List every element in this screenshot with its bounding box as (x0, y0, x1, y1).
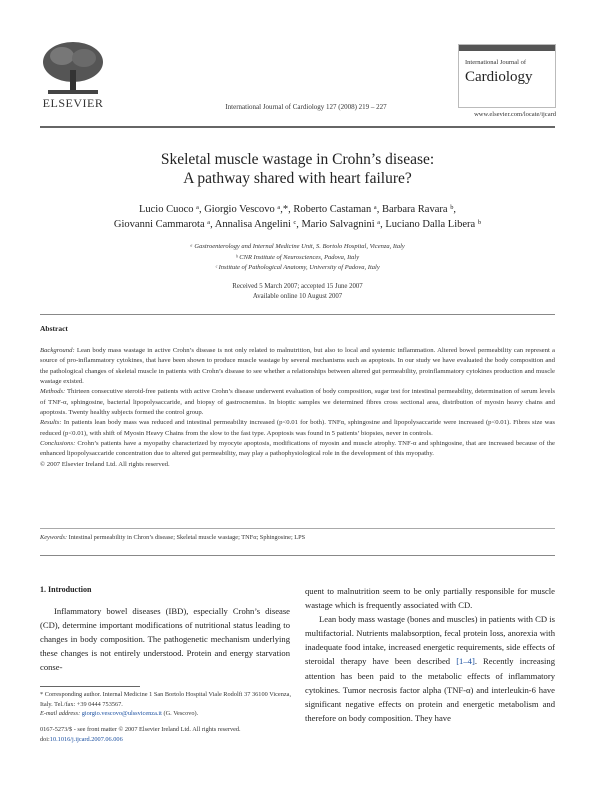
article-title (60, 150, 535, 188)
email-after: (G. Vescovo). (161, 710, 199, 717)
abstract-copyright: © 2007 Elsevier Ireland Ltd. All rights reserved. (40, 460, 170, 468)
doi-link[interactable]: 10.1016/j.ijcard.2007.06.006 (49, 735, 123, 743)
abstract-methods (40, 387, 555, 418)
footnote-rule (40, 686, 140, 687)
abstract-results (40, 418, 555, 439)
keywords-label: Keywords: (40, 534, 68, 541)
background-text: Lean body mass wastage in active Crohn’s disease is not only related to malnutrition, but also to local and systemic inflammation. Altered bowel permeability can represent a source of pro-inflammatory cytokines, that have been shown to produce muscle wastage by several mechanisms such as apoptosis. In our study we have evaluated the body composition and the pathological changes of skeletal muscle in patients with Crohn’s disease to see whether a relationships between altered gut permeability, proinflammatory cytokines production and muscle wastage existed. (40, 347, 555, 386)
page-footer (40, 725, 300, 744)
abstract-top-rule (40, 314, 555, 315)
conclusions-text: Crohn’s patients have a myopathy characterized by myocyte apoptosis, modifications of myosin and muscle atrophy. TNF-α and sphingosine, that are increased because of the enhanced lipopolysaccaride concentration due to altered gut permeability, may play a pathophysiological role in the development of this myopathy. (40, 440, 555, 458)
author-list (60, 202, 535, 232)
intro-paragraph-2 (305, 612, 555, 725)
conclusions-label: Conclusions: (40, 440, 76, 448)
front-matter-line: 0167-5273/$ - see front matter © 2007 Elsevier Ireland Ltd. All rights reserved. (40, 726, 241, 733)
keywords (40, 534, 555, 541)
footnote (40, 690, 295, 719)
doi-label: doi: (40, 735, 50, 743)
title-line-2: A pathway shared with heart failure? (183, 170, 412, 187)
keywords-top-rule (40, 528, 555, 529)
background-label: Background: (40, 347, 75, 354)
footnote-email-line (40, 709, 295, 719)
abstract-conclusions (40, 439, 555, 460)
reference-link[interactable]: [1–4] (456, 656, 475, 667)
methods-text: Thirteen consecutive steroid-free patients with active Crohn’s disease underwent evaluation of body composition, sugar test for intestinal permeability, determination of serum levels of TNF-α, sphingosine, bacterial lipopolysaccaride, and biopsy of gastrocnemius. In bioptic samples we determined fibres cross sectional area, distribution of myosin heavy chains and apoptosis. Twenty healthy subjects formed the control group. (40, 388, 555, 417)
para2-text-a: Lean body mass wastage (bones and muscles) in patients with CD is multifactorial. Nutrients malabsorption, fecal protein loss, anorexia with inadequate food intake, increased energetic requirements, side effects of steroidal therapy have been described (305, 614, 555, 667)
para2-text-b: . Recently increasing attention has been paid to the metabolic effects of inflammatory cytokines. Tumor necrosis factor alpha (TNF-α) and interleukin-6 have significant negative effects on protein and energetic metabolism and therefore on body composition. They have (305, 656, 555, 723)
results-text: In patients lean body mass was reduced and intestinal permeability increased (p<0.01 for both). TNFα, sphingosine and lipopolysaccaride were increased (p<0.01). Fibres size was reduced (p<0.01), with shift of Myosin Heavy Chains from the slow to the fast type. Apoptosis was found in 5 patients’ biopsies, never in controls. (40, 419, 555, 437)
affiliation-c: ᶜ Institute of Pathological Anatomy, University of Padova, Italy (215, 264, 380, 271)
affiliation-a: ᵃ Gastroenterology and Internal Medicine Unit, S. Bortolo Hospital, Vicenza, Italy (190, 243, 405, 250)
keywords-bottom-rule (40, 555, 555, 556)
affiliation-b: ᵇ CNR Institute of Neurosciences, Padova, Italy (235, 253, 360, 261)
section-heading: 1. Introduction (40, 585, 92, 594)
email-link[interactable]: giorgio.vescovo@ulssvicenza.it (81, 710, 162, 717)
elsevier-logo (40, 40, 106, 98)
cover-title: Cardiology (465, 69, 533, 85)
results-label: Results: (40, 419, 62, 427)
cover-topbar (459, 45, 555, 51)
title-line-1: Skeletal muscle wastage in Crohn’s disease: (160, 151, 435, 168)
doi-line (40, 735, 300, 745)
affiliations (60, 242, 535, 274)
journal-citation: International Journal of Cardiology 127 (2008) 219 – 227 (225, 103, 387, 111)
received-date: Received 5 March 2007; accepted 15 June 2007 (232, 283, 363, 290)
keywords-text: Intestinal permeability in Chron’s disease; Skeletal muscle wastage; TNFα; Sphingosine; LPS (67, 534, 306, 541)
methods-label: Methods: (40, 388, 66, 396)
left-column (40, 604, 290, 674)
abstract-heading: Abstract (40, 324, 68, 333)
header-rule (40, 126, 555, 128)
abstract-body (40, 346, 555, 470)
article-dates (60, 282, 535, 302)
publisher-name: ELSEVIER (42, 96, 104, 110)
journal-cover (458, 44, 556, 108)
right-column (305, 584, 555, 725)
authors-line-1: Lucio Cuoco ᵃ, Giorgio Vescovo ᵃ,*, Roberto Castaman ᵃ, Barbara Ravara ᵇ, (138, 204, 457, 215)
email-label: E-mail address: (40, 710, 81, 717)
journal-url[interactable]: www.elsevier.com/locate/ijcard (474, 111, 556, 118)
intro-paragraph-1: Inflammatory bowel diseases (IBD), especially Crohn’s disease (CD), determine important modifications of nutritional status leading to changes in body composition. The pathogenetic mechanism underlying these changes is not entirely understood. Protein and energy starvation conse- (40, 606, 290, 673)
authors-line-2: Giovanni Cammarota ᵃ, Annalisa Angelini ᶜ, Mario Salvagnini ᵃ, Luciano Dalla Libera ᵇ (113, 219, 482, 230)
abstract-background (40, 346, 555, 387)
intro-paragraph-1-continued: quent to malnutrition seem to be only partially responsible for muscle wastage which is frequently associated with CD. (305, 586, 555, 611)
cover-subtitle: International Journal of (465, 59, 527, 66)
footnote-author: * Corresponding author. Internal Medicine 1 San Bortolo Hospital Viale Rodolfi 37 36100 Vicenza, Italy. Tel./fax: +39 0444 753567. (40, 691, 292, 708)
available-date: Available online 10 August 2007 (252, 293, 343, 300)
